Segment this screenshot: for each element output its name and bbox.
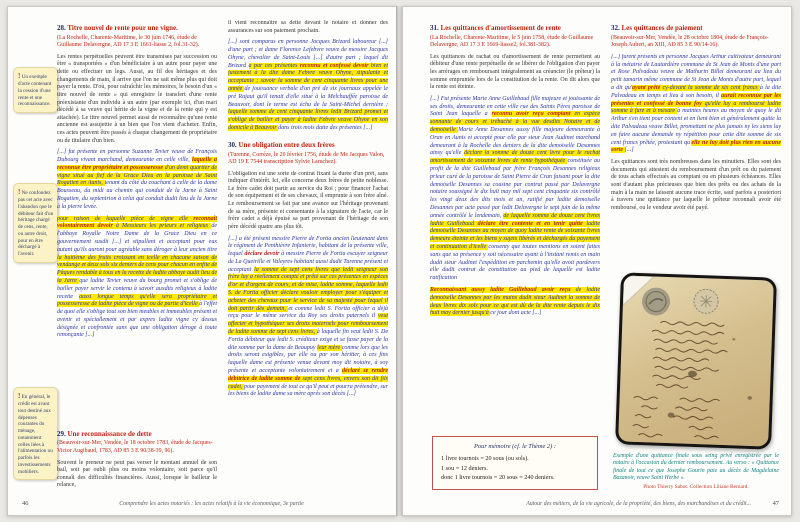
margin-note-text: Un exemple d'acte contenant la cession d'une rente et une reconnaissance. (18, 74, 52, 108)
section-title: Les quittances d'amortissement de rente (440, 24, 561, 32)
section-number: 30. (228, 140, 237, 149)
ink-blots (668, 336, 755, 421)
section-30-source: (Turenne, Corrèze, le 20 février 1756, étude de Me Jacques Valon, AD 19 E 7544 transcription Sylvie Laruchez). (228, 151, 385, 166)
section-number: 32. (611, 24, 620, 32)
section-30-intro: L'obligation est une sorte de contrat fixant la durée d'un prêt, sans indiquer d'intérêt. Ici, elle concerne deux frères de petite noblesse. Le frère cadet doit partir au service du Roi ; pour financer l'achat de son équipement et de ses chevaux, il emprunte à son frère aîné. Le remboursement se fait par une avance sur l'héritage provenant de sa mère, présente et consentante à la signature de l'acte, car le frère cadet a déjà épuisé sa part provenant de l'héritage de son père décédé quatre ans plus tôt. (228, 170, 388, 230)
section-31-heading (430, 24, 600, 33)
section-29-intro-part1: Souvent le preneur ne peut pas verser le montant annuel de son bail, soit par oubli plus ou moins volontaire, soit parce qu'il connaît des difficultés financières. Aussi, lorsque le bailleur le relance, (57, 459, 217, 489)
margin-note-2 (13, 183, 58, 263)
right-page-columns (430, 20, 781, 490)
memo-line: 1 sou = 12 deniers. (441, 464, 488, 472)
section-29-quote: [...] sont comparus en personne Jacques Brizard laboureur [...] d'une part ; et dame Florence Lefebvre veuve de messire Jacques Ohyne, chevalier de Saint-Louis [...] d'autre part ; lequel dit Brizard a par ces présentes reconnu et confessé devoir bien et justement à la dite dame Febvre veuve Ohyne, stipulante et acceptante ; savoir la somme de cent cinquante livres pour une année de jouissance verbale d'un pré de six journaux appelée le pré Rajaut qu'il tenait d'elle situé à la Melchauffée paroisse de Beauvoir, dont le terme est échu de la Saint-Michel dernière ; laquelle somme de cent cinquante livres ledit Brizard promet et s'oblige de bailler et payer à ladite Febvre veuve Ohyne en son domicile à Beauvoir dans trois mois datte des présentes [...] (228, 39, 388, 131)
section-title: Une obligation entre deux frères (238, 140, 335, 149)
margin-note-text: En général, le crédit est avant tout destiné aux dépenses courantes du ménage, notamment celles liées à l'alimentation ou parfois les investissements mobiliers. (18, 394, 53, 475)
receipt-photo-frame (615, 272, 777, 449)
memo-line: 1 livre tournois = 20 sous (ou sols). (441, 455, 529, 463)
left-col-2 (228, 20, 388, 490)
right-page-number: 47 (772, 500, 779, 507)
memo-box (432, 436, 598, 490)
section-30-body (228, 171, 388, 490)
receipt-photo (615, 272, 777, 449)
section-number: 28. (57, 24, 66, 32)
section-28-body (57, 54, 217, 426)
section-31-quote-2: Reconnaissant aussy ladite Guillebaud avoir reçu de ladite demoiselle Desannes par les mains dudit sieur Audinet la somme de deux livres dix sols pour ce qui est dû de la dite rente depuis le dix huit may dernier jusqu'à ce jour dont acte [...] (430, 287, 600, 317)
warning-icon: ! (18, 392, 21, 400)
left-col-1 (57, 20, 217, 490)
section-30-quote: [...] a été présent messire Pierre de Fortia ancien lieutenant dans le régiment de Penthièvre Infanterie, habitant de la présente ville, lequel déclare devoir à messire Pierre de Fortia escuyer seigneur de La Queirille et Valeyres habitant aussi dudit Turenne présent et acceptant la somme de sept cens livres que ledit seigneur son frère luy a réellement compté et prêté sur ces présentes en espèces d'or et d'argent de cours, et de mise, ladite somme, laquelle ledit S. de Fortia officier déclare vouloir employer pour s'équiper et acheter des chevaux pour le service de sa majesté pour lequel il doit partir dès demain, et comme ledit S. Fortia officier a déjà reçu pour le même service du Roy ses droits paternels il veut affecter et hypothéquer ses droits maternels pour remboursement de ladite somme de sept cens livres, à laquelle fin veut ledit S. De Fortia débiteur que ledit S. créditeur exige et se fasse payer de la dite somme par la dame de Beaupuy leur mère comme lors que les droits seront exigibles, par elle ou par son héritier, à ces fins laquelle dame est présente venue devant moy dit notaire, à soy présente et acceptante volontairement et a déclaré se rendre débitrice de ladite somme de sept cens livres, envers son dit fils cadet, pour payement de tout ce qu'il peut et pourra prétendre, sur les biens de ladite dame sa mère après son décès [...] (228, 235, 388, 398)
right-col-1 (430, 20, 600, 490)
margin-note-text: Ne confondez pas cet acte avec l'abandon que le débiteur fait d'un héritage chargé de cens, rente, ou autre droit, pour en être déchargé à l'avenir. (18, 190, 54, 258)
stamp-icon (693, 288, 720, 315)
section-31-intro: Les quittances de rachat ou d'amortissement de rente permettent au débiteur d'une rente perpétuelle de se libérer de l'obligation d'en payer les arrérages en remboursant intégralement au créancier (le prêteur) la somme empruntée lors de la constitution de la rente. On dit alors que la rente est éteinte. (430, 53, 600, 91)
section-title: Une reconnaissance de dette (67, 429, 152, 438)
margin-note-3 (13, 387, 58, 480)
section-32-closing: Les quittances sont très nombreuses dans les minutiers. Elles sont des documents qui attestent du remboursement d'un prêt ou du paiement de tous achats effectués au comptant ou en plusieurs échéances. Elles sont d'autant plus précieuses que bien des prêts ou des achats de la main à la main ne laissent aucune trace écrite, sauf parfois a posteriori à travers une quittance par laquelle le prêteur reconnaît avoir été remboursé, ou le vendeur avoir été payé. (611, 159, 781, 211)
section-title: Les quittances de paiement (621, 24, 703, 32)
photo-credit: Photo Thierry Sabot. Collection Liliane Bernard. (643, 484, 749, 490)
section-32-body (611, 54, 781, 271)
section-31-body (430, 54, 600, 430)
photo-caption: Exemple d'une quittance finale sous seing privé enregistrée par le notaire à l'occasion du dernier remboursement. Au verso : « Quittance finale de tout ce que Josephe Gourin paie au décès de Magdelaine Bazanoir, veuve Saint Herbe ». (613, 452, 779, 482)
section-28-quote-1: [...] fut présente en personne Suzanne Tevier veuve de François Dubourg vivant marchand, demeurante en celle ville, laquelle a reconnue être propriétaire et possesseresse d'un demi quartier de vigne situé au fief de la Grace Dieu en la paroisse de Saint Rogatien en Aunis, tenant du côté du couchant à celle de la dame Bousseau, du midi au chemin qui conduit de la Jarne à Saint Rogatien, du septentrion à celui qui conduit dudit lieu de la Jarne à la pierre levée. (57, 149, 217, 210)
section-number: 29. (57, 429, 66, 438)
section-29-source: (Beauvoir-sur-Mer, Vendée, le 18 octobre 1783, étude de Jacques-Victor Augibaud, 1783, AD 85 3 E 90/38-39, 96). (57, 440, 213, 455)
left-page-columns (57, 20, 388, 490)
section-29-intro-part2: il vient reconnaître sa dette devant le notaire et donner des assurances sur son paiement prochain. (228, 20, 388, 34)
memo-line: donc 1 livre tournois = 20 sous = 240 deniers. (441, 474, 555, 482)
section-28-intro: Les rentes perpétuelles peuvent être transmises par succession ou être « transportées » d'un bénéficiaire à un autre pour payer une dette ou effectuer un legs. Aussi, au fil des héritages et des changements de main, il arrive que l'on ne sait même plus qui doit payer la rente. D'où, pour rafraîchir les mémoires, le besoin d'un « titre nouvel de rente » qui enregistre le transfert d'une rente préexistante d'un individu à un autre (par exemple ici, d'un mari décédé à sa veuve qui hérite de la vigne et de la rente qui y est attachée). Le titre nouvel permet aussi de reconnaître qu'une rente ancienne est assujettie à un bien que l'on vient d'acheter. Enfin, ces actes peuvent être passés à chaque changement de propriétaire ou de titulaire d'un bien. (57, 53, 217, 144)
warning-icon: ! (18, 188, 21, 196)
section-31-source: (La Rochelle, Charente-Maritime, le 5 juin 1758, étude de Guillaume Delavergne, AD 17 3 E 1669-liasse2, fol.381-382). (430, 34, 594, 49)
section-title: Titre nouvel de rente pour une vigne. (67, 24, 178, 32)
left-footer: Comprendre les actes notariés : les actes relatifs à la vie économique, 3e partie (119, 501, 304, 507)
section-number: 31. (430, 24, 439, 32)
section-30-heading (228, 141, 388, 150)
section-28-quote-2: pour raison de laquelle pièce de vigne elle reconnaît volontairement devoir à Messieurs les prieurs et religieux de l'abbaye Royalle Notre Dame de la Grace Dieu en ce gouvernement susdit [...] et stipullant et acceptant pour eux autant qu'ils auront pour agréable sans déroger à leur ancien titre la huitième des fruits croissant en icelle en chacune saison de vendange et deux sols six deniers de cens pour chacun en enfite de Pâques rendable à tous en la recette de ladite abbaye audit lieu de la Jarre que ladite Tevier veuve du bourg promet et s'oblige de bailler payer servir le contenu à savoir auxdits religieux à ladite recette aussi longue temps qu'elle sera propriétaire et possesseresse de ladite pièce de vigne ou de partie d'icelle à l'effet de quoi elle s'oblige tout son bien meubles et immeubles présent et avenir et spéciallement et par expres ladite vigne cy dessus désignée et confrontée sans que une obligation déroge à toute renonçante [...] (57, 215, 217, 339)
memo-title: Pour mémoire (cf. le Thème 2) : (474, 443, 556, 451)
section-29-heading (57, 430, 217, 439)
receipt-handwriting-illustration (618, 275, 774, 446)
section-32-heading (611, 24, 781, 33)
section-31-quote-1: [...] Fut présente Marie Anne Guillebaud fille majeure et jouissante de ses droits, demeurante en cette ville rue des Saints Pères paroisse de Saint Jean laquelle a reconnu avoir reçu comptant en espèce sonnante de cours et trébuché à la vue desdits Notaire et de demoiselle Marie Anne Desannes aussy fille majeure demeurante à Oran en Aunis et accepté pour elle par sieur Jean Audinet marchand demeurant à la Rochelle des deniers de la dite demoiselle Desannes ainsy qu'elle déclare la somme de douze cent livre pour le rachat amortissement de soixante livres de rente hypothéquée constituée au profit de la dite Guillebaud par frère François Desannes religieux prieur curé de la paroisse de Saint Pierre de Cran faisant pour la dite demoiselle Desannes sa cousine par contrat passé par Delavergne notaire soussigné le dix huit may mil sept cent cinquante six contrôlé les vingt deux des dits mois et an, ratifié par ladite demoiselle Desannes par acte passé par ledit Delavergne le sept juin de la même année contrôlé le lendemain, de laquelle somme de douze cent livres ladite Guillebaud déclare être contente et en tenir quitte ladite demoiselle Desannes au moyen de quoy ladite rente de soixante livres demeure éteinte et les biens y sujets libérés et déchargés du payement et continuation d'icelle consenty que toutes mentions en soient faites sans que sa présence y soit nécessaire ayant à l'instant remis en main dudit sieur Audinet l'expédition en parchemin qu'elle avoit pardevers elle dudit contrat de constitution au pied de laquelle est ladite ratification (430, 95, 600, 282)
section-32-source: (Beauvoir-sur-Mer, Vendée, le 28 octobre 1804, étude de François-Joseph Aubert, an XIII, AD 85 3 E 90/14-16). (611, 34, 769, 49)
section-28-source: (La Rochelle, Charente-Maritime, le 30 juin 1746, étude de Guillaume Delavergne, AD 17 3 E 1661-liasse 2, fol.31-32). (57, 34, 200, 49)
page-left (7, 6, 397, 516)
right-footer: Autour des métiers, de la vie agricole, de la propriété, des biens, des marchandises et du crédit... (526, 501, 751, 507)
stamp-icon (642, 287, 671, 316)
handwriting-lines (632, 320, 728, 439)
right-col-2 (611, 20, 781, 490)
section-28-heading (57, 24, 217, 33)
page-right (402, 6, 792, 516)
left-page-number: 46 (22, 500, 29, 507)
section-32-quote: [...] furent présents en personne Jacques Arthur cultivateur demeurant à la métairie de Lautardière commune de St Jean de Monts d'une part et Rose Palvadeau veuve de Mathurin Billet demeurant au lieu du petit tamarin même commune de St Jean de Monts d'autre part, lequel a dit qu'ayant prêté cy-devant la somme de six cent francs à la dite Palvadeau en temps et lieu à son besoin, il aurait reconnue par les présentes et confessé de bonne foy qu'elle luy a remboursé ladite somme à fure et à mesure à maintes heures au moyen de quoy le dit Arthur s'en tient pour content et en lient bien et généralement quitte la dite Palvadeau veuve Billet, promettant ne plus jamais ny les siens luy en faire aucune demande ny répétition pour cette dite somme de six cent francs prêtée, protestant qu'elle ne luy doit plus rien en aucune sorte [...] (611, 53, 781, 154)
margin-note-1 (13, 67, 58, 113)
warning-icon: ! (18, 72, 21, 80)
